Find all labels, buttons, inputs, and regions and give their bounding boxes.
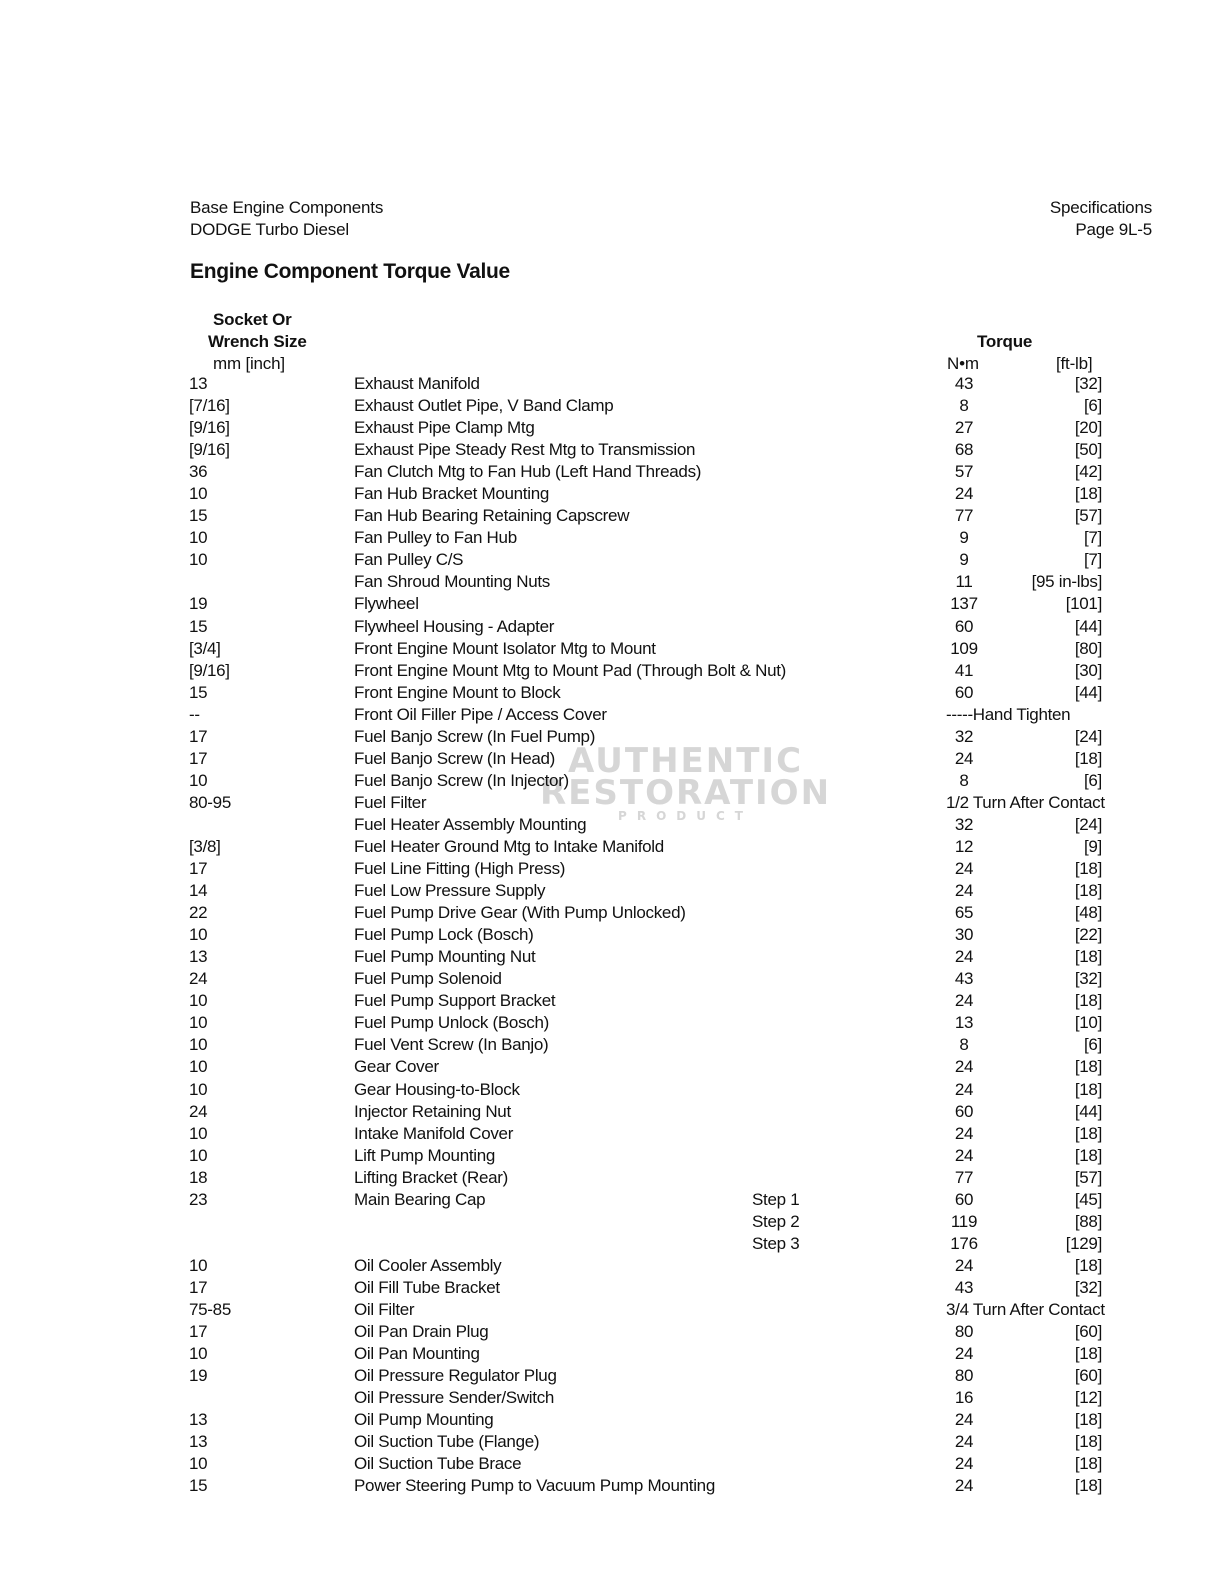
torque-nm: 11: [955, 572, 973, 592]
wrench-size: 10: [189, 550, 208, 570]
torque-ftlb: [24]: [1074, 814, 1102, 834]
component-name: Flywheel Housing - Adapter: [354, 616, 555, 636]
torque-ftlb: [22]: [1074, 925, 1102, 945]
component-name: Lift Pump Mounting: [354, 1145, 496, 1165]
torque-nm: 13: [954, 1013, 974, 1033]
torque-ftlb: [6]: [1083, 1035, 1102, 1055]
header-section-name: Base Engine Components: [190, 198, 384, 217]
component-name: Fuel Heater Assembly Mounting: [354, 814, 587, 834]
torque-nm: 109: [950, 638, 978, 658]
component-name: Fan Pulley to Fan Hub: [354, 528, 517, 548]
table-row: [0, 373, 1224, 395]
component-name: Front Engine Mount Isolator Mtg to Mount: [354, 638, 656, 658]
wrench-size: 10: [189, 528, 208, 548]
torque-ftlb: [18]: [1074, 991, 1102, 1011]
wrench-size: 10: [189, 1255, 208, 1275]
table-row: [0, 1233, 1224, 1255]
torque-nm: 24: [954, 1057, 974, 1077]
component-name: Oil Cooler Assembly: [354, 1255, 502, 1275]
wrench-size: [9/16]: [189, 660, 230, 680]
torque-ftlb: [18]: [1074, 1145, 1102, 1165]
header-page-number: Page 9L-5: [1075, 220, 1152, 239]
watermark-line2: RESTORATION: [540, 773, 832, 813]
table-row: [0, 770, 1224, 792]
component-name: Front Engine Mount Mtg to Mount Pad (Through Bolt & Nut): [354, 660, 787, 680]
table-row: [0, 571, 1224, 593]
table-row: [0, 726, 1224, 748]
wrench-size: 36: [189, 462, 208, 482]
torque-nm: 137: [950, 594, 978, 614]
table-row: [0, 1123, 1224, 1145]
wrench-size: 19: [189, 1366, 208, 1386]
torque-nm: 24: [954, 947, 974, 967]
component-name: Fuel Low Pressure Supply: [354, 881, 546, 901]
wrench-size: 10: [189, 1013, 208, 1033]
torque-nm: 43: [954, 374, 974, 393]
table-row: [0, 1277, 1224, 1299]
table-row: [0, 593, 1224, 615]
torque-nm: 24: [954, 1255, 974, 1275]
component-name: Intake Manifold Cover: [354, 1123, 514, 1143]
torque-nm: 24: [954, 1476, 974, 1496]
torque-ftlb: [6]: [1083, 770, 1102, 790]
wrench-size: 10: [189, 770, 208, 790]
table-row: [0, 1343, 1224, 1365]
torque-nm: 119: [950, 1211, 978, 1231]
component-name: Oil Suction Tube Brace: [354, 1454, 522, 1474]
torque-ftlb: [32]: [1074, 374, 1102, 393]
torque-ftlb: [60]: [1074, 1366, 1102, 1386]
wrench-size: 13: [189, 1432, 208, 1452]
wrench-size: 15: [189, 616, 208, 636]
component-name: Fuel Banjo Screw (In Head): [354, 748, 556, 768]
torque-nm: 24: [954, 1432, 974, 1452]
torque-ftlb: [32]: [1074, 969, 1102, 989]
table-row: [0, 1167, 1224, 1189]
torque-ftlb: [9]: [1083, 836, 1102, 856]
table-row: [0, 1211, 1224, 1233]
table-row: [0, 792, 1224, 814]
wrench-size: 18: [189, 1167, 208, 1187]
torque-ftlb: [12]: [1074, 1388, 1102, 1408]
table-row: [0, 1079, 1224, 1101]
table-row: [0, 968, 1224, 990]
table-row: [0, 1431, 1224, 1453]
wrench-size: 10: [189, 1454, 208, 1474]
torque-table: [0, 373, 1224, 1497]
table-row: [0, 858, 1224, 880]
table-row: [0, 616, 1224, 638]
torque-nm: 32: [954, 726, 974, 746]
component-name: Gear Cover: [354, 1057, 439, 1077]
component-name: Fan Pulley C/S: [354, 550, 464, 570]
torque-ftlb: [129]: [1065, 1233, 1102, 1253]
table-row: [0, 682, 1224, 704]
torque-nm: 77: [954, 1167, 974, 1187]
torque-nm: 24: [954, 991, 974, 1011]
torque-ftlb: [18]: [1074, 1057, 1102, 1077]
torque-ftlb: [18]: [1074, 1079, 1102, 1099]
table-row: [0, 880, 1224, 902]
component-name: Fan Hub Bearing Retaining Capscrew: [354, 506, 630, 526]
torque-ftlb: [18]: [1074, 1344, 1102, 1364]
torque-nm: 80: [954, 1322, 974, 1342]
component-name: Main Bearing Cap: [354, 1189, 486, 1209]
torque-header: Torque: [977, 332, 1033, 351]
torque-nm: 24: [954, 1344, 974, 1364]
table-row: [0, 439, 1224, 461]
torque-nm: 9: [959, 550, 969, 570]
torque-nm: 9: [959, 528, 969, 548]
component-name: Fuel Banjo Screw (In Injector): [354, 770, 569, 790]
table-row: [0, 527, 1224, 549]
wrench-size: [9/16]: [189, 418, 230, 438]
component-name: Fuel Pump Support Bracket: [354, 991, 556, 1011]
component-name: Oil Filter: [354, 1299, 415, 1319]
torque-ftlb: [18]: [1074, 947, 1102, 967]
table-row: [0, 483, 1224, 505]
torque-ftlb: [80]: [1074, 638, 1102, 658]
torque-ftlb: [50]: [1074, 440, 1102, 460]
torque-nm: 24: [954, 859, 974, 879]
component-name: Oil Pump Mounting: [354, 1410, 494, 1430]
torque-note: 1/2 Turn After Contact: [946, 792, 1105, 812]
ftlb-header: [ft-lb]: [1056, 354, 1093, 373]
component-name: Fuel Vent Screw (In Banjo): [354, 1035, 549, 1055]
table-row: [0, 946, 1224, 968]
component-name: Fuel Pump Lock (Bosch): [354, 925, 534, 945]
table-row: [0, 505, 1224, 527]
wrench-size: 15: [189, 506, 208, 526]
wrench-size: 17: [189, 726, 208, 746]
wrench-size: 75-85: [189, 1299, 231, 1319]
torque-nm: 176: [950, 1233, 978, 1253]
torque-ftlb: [24]: [1074, 726, 1102, 746]
component-name: Fuel Pump Unlock (Bosch): [354, 1013, 549, 1033]
torque-ftlb: [44]: [1074, 1101, 1102, 1121]
torque-ftlb: [57]: [1074, 506, 1102, 526]
wrench-size: 10: [189, 1079, 208, 1099]
table-row: [0, 1101, 1224, 1123]
wrench-size: [3/8]: [189, 836, 221, 856]
component-name: Power Steering Pump to Vacuum Pump Mounting: [354, 1476, 715, 1496]
wrench-size: 13: [189, 947, 208, 967]
component-name: Fan Shroud Mounting Nuts: [354, 572, 550, 592]
wrench-size: 19: [189, 594, 208, 614]
wrench-size: 10: [189, 484, 208, 504]
size-header-line2: Wrench Size: [208, 332, 307, 351]
page-title: Engine Component Torque Value: [190, 260, 510, 283]
torque-ftlb: [7]: [1083, 528, 1102, 548]
component-name: Fuel Heater Ground Mtg to Intake Manifold: [354, 836, 664, 856]
wrench-size: 10: [189, 1145, 208, 1165]
torque-nm: 60: [954, 1101, 974, 1121]
torque-step: Step 3: [752, 1233, 800, 1253]
component-name: Fuel Filter: [354, 792, 427, 812]
torque-ftlb: [10]: [1074, 1013, 1102, 1033]
torque-ftlb: [30]: [1074, 660, 1102, 680]
size-header-line1: Socket Or: [213, 310, 292, 329]
component-name: Front Oil Filler Pipe / Access Cover: [354, 704, 607, 724]
torque-nm: 41: [954, 660, 974, 680]
wrench-size: [3/4]: [189, 638, 221, 658]
component-name: Gear Housing-to-Block: [354, 1079, 520, 1099]
torque-ftlb: [44]: [1074, 616, 1102, 636]
torque-ftlb: [42]: [1074, 462, 1102, 482]
wrench-size: 14: [189, 881, 208, 901]
torque-nm: 27: [954, 418, 974, 438]
wrench-size: 15: [189, 1476, 208, 1496]
table-row: [0, 1299, 1224, 1321]
table-row: [0, 638, 1224, 660]
torque-ftlb: [18]: [1074, 748, 1102, 768]
torque-ftlb: [88]: [1074, 1211, 1102, 1231]
torque-step: Step 2: [752, 1211, 800, 1231]
torque-ftlb: [7]: [1083, 550, 1102, 570]
torque-nm: 30: [954, 925, 974, 945]
torque-nm: 80: [954, 1366, 974, 1386]
table-row: [0, 1056, 1224, 1078]
torque-ftlb: [20]: [1074, 418, 1102, 438]
wrench-size: 10: [189, 1057, 208, 1077]
component-name: Fuel Pump Drive Gear (With Pump Unlocked): [354, 903, 686, 923]
torque-note: -----Hand Tighten: [946, 704, 1071, 724]
component-name: Oil Pan Mounting: [354, 1344, 480, 1364]
nm-header: N•m: [947, 354, 979, 373]
torque-ftlb: [18]: [1074, 881, 1102, 901]
torque-nm: 60: [954, 616, 974, 636]
torque-nm: 43: [954, 969, 974, 989]
torque-ftlb: [18]: [1074, 1454, 1102, 1474]
table-row: [0, 549, 1224, 571]
table-row: [0, 660, 1224, 682]
table-row: [0, 1255, 1224, 1277]
table-row: [0, 1189, 1224, 1211]
torque-nm: 43: [954, 1277, 974, 1297]
wrench-size: [9/16]: [189, 440, 230, 460]
wrench-size: 80-95: [189, 792, 231, 812]
torque-ftlb: [18]: [1074, 1123, 1102, 1143]
table-row: [0, 704, 1224, 726]
component-name: Fuel Pump Mounting Nut: [354, 947, 536, 967]
torque-nm: 24: [954, 748, 974, 768]
wrench-size: [7/16]: [189, 396, 230, 416]
table-row: [0, 1034, 1224, 1056]
torque-ftlb: [18]: [1074, 859, 1102, 879]
torque-ftlb: [6]: [1083, 396, 1102, 416]
torque-ftlb: [95 in-lbs]: [1031, 572, 1102, 592]
header-chapter: Specifications: [1049, 198, 1152, 217]
wrench-size: 23: [189, 1189, 208, 1209]
torque-nm: 77: [954, 506, 974, 526]
torque-ftlb: [48]: [1074, 903, 1102, 923]
component-name: Fan Hub Bracket Mounting: [354, 484, 550, 504]
torque-ftlb: [57]: [1074, 1167, 1102, 1187]
torque-nm: 65: [954, 903, 974, 923]
table-row: [0, 1145, 1224, 1167]
wrench-size: 24: [189, 1101, 208, 1121]
torque-ftlb: [18]: [1074, 1255, 1102, 1275]
torque-nm: 60: [954, 682, 974, 702]
torque-nm: 16: [954, 1388, 974, 1408]
watermark-line1: AUTHENTIC: [568, 741, 804, 781]
component-name: Exhaust Pipe Clamp Mtg: [354, 418, 535, 438]
torque-nm: 8: [959, 770, 969, 790]
table-row: [0, 395, 1224, 417]
torque-nm: 24: [954, 1410, 974, 1430]
wrench-size: 15: [189, 682, 208, 702]
component-name: Lifting Bracket (Rear): [354, 1167, 509, 1187]
torque-ftlb: [18]: [1074, 1432, 1102, 1452]
wrench-size: 24: [189, 969, 208, 989]
torque-ftlb: [18]: [1074, 1476, 1102, 1496]
wrench-size: 10: [189, 991, 208, 1011]
table-row: [0, 748, 1224, 770]
component-name: Oil Pressure Regulator Plug: [354, 1366, 557, 1386]
torque-nm: 8: [959, 1035, 969, 1055]
table-row: [0, 924, 1224, 946]
torque-nm: 57: [954, 462, 974, 482]
component-name: Injector Retaining Nut: [354, 1101, 511, 1121]
torque-nm: 24: [954, 484, 974, 504]
torque-ftlb: [18]: [1074, 484, 1102, 504]
torque-nm: 60: [954, 1189, 974, 1209]
component-name: Oil Suction Tube (Flange): [354, 1432, 540, 1452]
torque-ftlb: [32]: [1074, 1277, 1102, 1297]
component-name: Oil Pan Drain Plug: [354, 1322, 489, 1342]
torque-nm: 32: [954, 814, 974, 834]
torque-ftlb: [60]: [1074, 1322, 1102, 1342]
component-name: Exhaust Pipe Steady Rest Mtg to Transmission: [354, 440, 696, 460]
wrench-size: 10: [189, 925, 208, 945]
wrench-size: 13: [189, 374, 208, 393]
torque-ftlb: [45]: [1074, 1189, 1102, 1209]
table-row: [0, 990, 1224, 1012]
torque-note: 3/4 Turn After Contact: [946, 1299, 1105, 1319]
component-name: Fan Clutch Mtg to Fan Hub (Left Hand Threads): [354, 462, 702, 482]
wrench-size: 17: [189, 859, 208, 879]
table-row: [0, 814, 1224, 836]
component-name: Oil Pressure Sender/Switch: [354, 1388, 555, 1408]
component-name: Oil Fill Tube Bracket: [354, 1277, 500, 1297]
watermark-line3: PRODUCT: [618, 809, 753, 823]
table-row: [0, 836, 1224, 858]
wrench-size: --: [189, 704, 200, 724]
torque-ftlb: [18]: [1074, 1410, 1102, 1430]
wrench-size: 17: [189, 1277, 208, 1297]
torque-nm: 24: [954, 1145, 974, 1165]
wrench-size: 22: [189, 903, 208, 923]
table-row: [0, 1321, 1224, 1343]
table-row: [0, 1453, 1224, 1475]
torque-step: Step 1: [752, 1189, 800, 1209]
component-name: Fuel Line Fitting (High Press): [354, 859, 566, 879]
torque-nm: 8: [959, 396, 969, 416]
component-name: Exhaust Outlet Pipe, V Band Clamp: [354, 396, 614, 416]
header-vehicle-name: DODGE Turbo Diesel: [190, 220, 349, 239]
component-name: Flywheel: [354, 594, 419, 614]
torque-nm: 24: [954, 1079, 974, 1099]
torque-ftlb: [101]: [1065, 594, 1102, 614]
table-row: [0, 461, 1224, 483]
header-left: [190, 197, 383, 241]
table-row: [0, 902, 1224, 924]
torque-nm: 68: [954, 440, 974, 460]
torque-ftlb: [44]: [1074, 682, 1102, 702]
component-name: Front Engine Mount to Block: [354, 682, 561, 702]
table-row: [0, 1012, 1224, 1034]
component-name: Exhaust Manifold: [354, 374, 480, 393]
torque-nm: 12: [954, 836, 974, 856]
wrench-size: 13: [189, 1410, 208, 1430]
torque-nm: 24: [954, 1123, 974, 1143]
table-row: [0, 1475, 1224, 1497]
table-row: [0, 1409, 1224, 1431]
wrench-size: 10: [189, 1344, 208, 1364]
wrench-size: 10: [189, 1035, 208, 1055]
wrench-size: 10: [189, 1123, 208, 1143]
table-row: [0, 417, 1224, 439]
torque-nm: 24: [954, 1454, 974, 1474]
component-name: Fuel Pump Solenoid: [354, 969, 502, 989]
size-header-unit: mm [inch]: [213, 354, 285, 373]
torque-nm: 24: [954, 881, 974, 901]
wrench-size: 17: [189, 748, 208, 768]
header-right: [1050, 197, 1152, 241]
table-row: [0, 1387, 1224, 1409]
component-name: Fuel Banjo Screw (In Fuel Pump): [354, 726, 596, 746]
wrench-size: 17: [189, 1322, 208, 1342]
table-row: [0, 1365, 1224, 1387]
